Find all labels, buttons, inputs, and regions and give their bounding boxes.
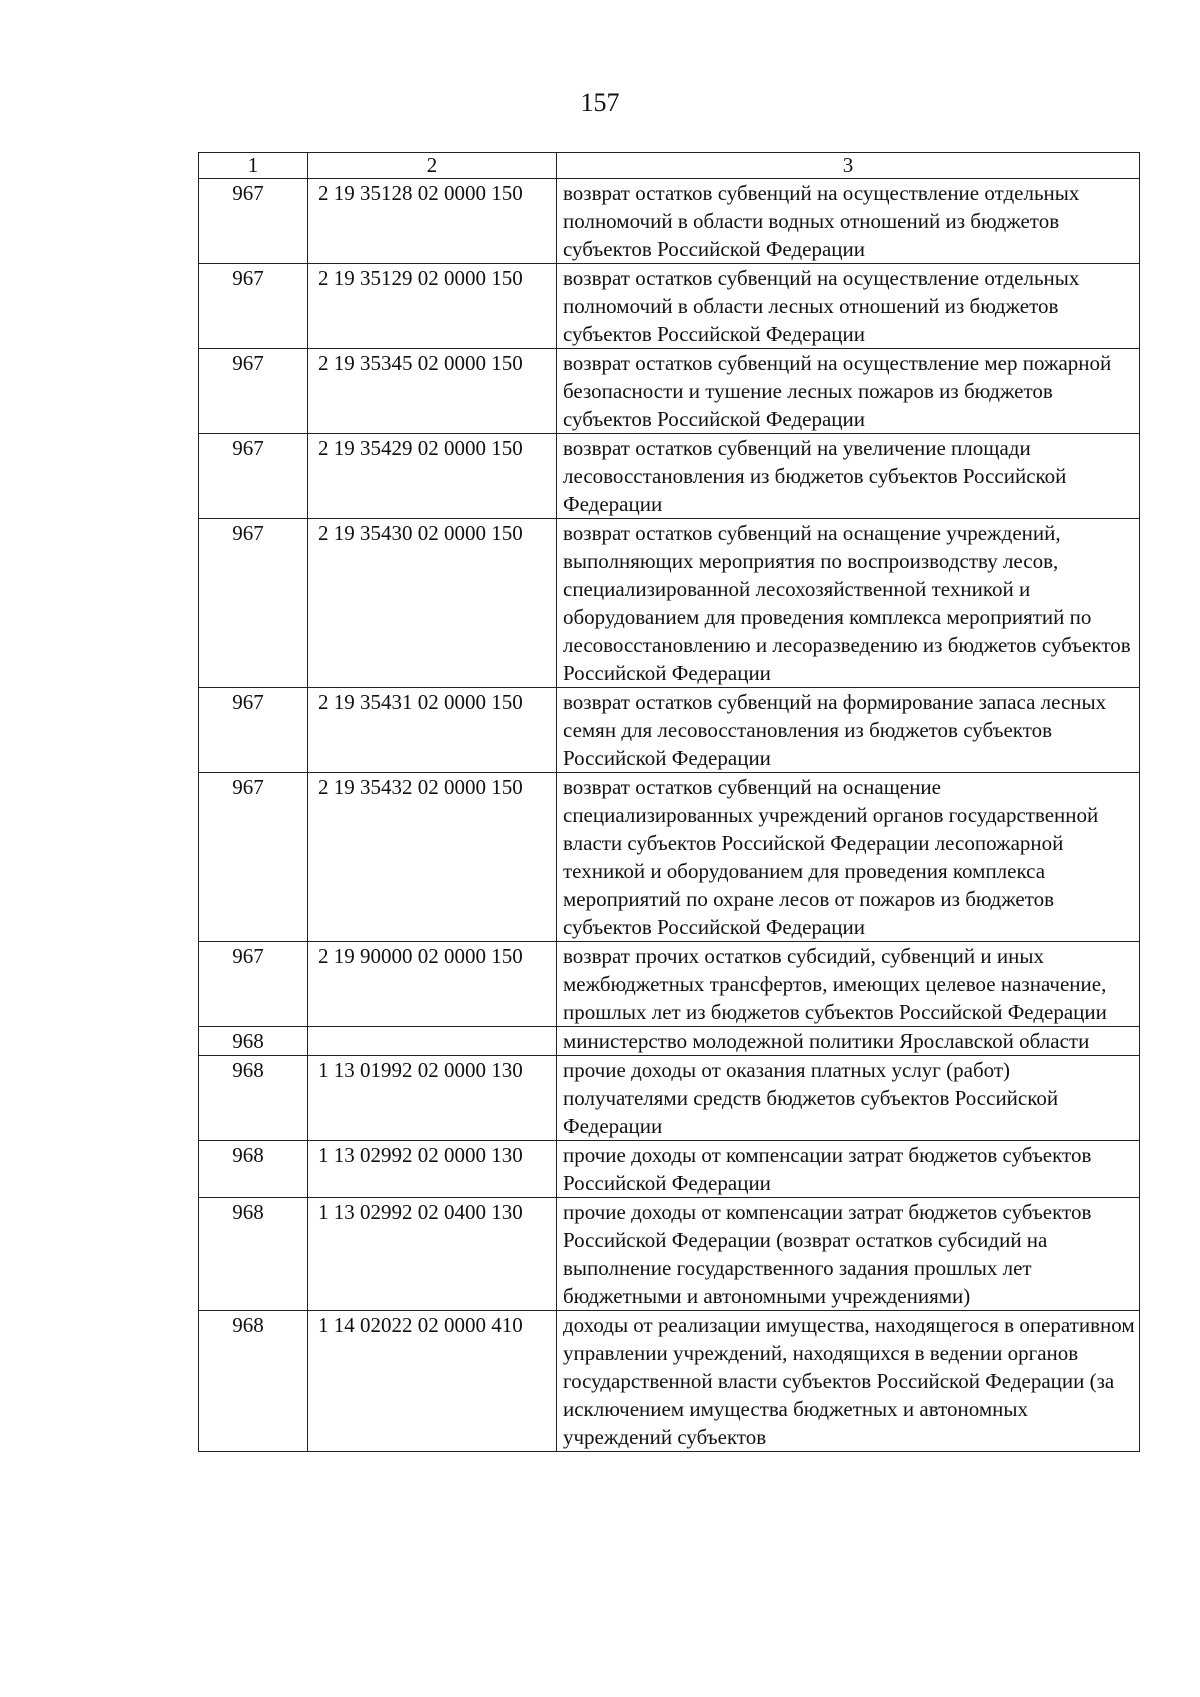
table-row xyxy=(199,1311,1140,1452)
table-header-row xyxy=(199,153,1140,179)
income-code-cell: 2 19 35128 02 0000 150 xyxy=(308,179,557,264)
table-row xyxy=(199,688,1140,773)
description-cell: возврат остатков субвенций на оснащение специализированных учреждений органов государственной власти субъектов Российской Федерации лесопожарной техникой и оборудованием для проведения комплекса мероприятий по охране лесов от пожаров из бюджетов субъектов Российской Федерации xyxy=(557,773,1140,942)
description-cell: возврат остатков субвенций на осуществление отдельных полномочий в области лесных отношений из бюджетов субъектов Российской Федерации xyxy=(557,264,1140,349)
column-header-2: 2 xyxy=(308,153,557,179)
description-cell: возврат остатков субвенций на осуществление мер пожарной безопасности и тушение лесных пожаров из бюджетов субъектов Российской Федерации xyxy=(557,349,1140,434)
income-code-cell: 1 13 01992 02 0000 130 xyxy=(308,1056,557,1141)
table-row xyxy=(199,942,1140,1027)
income-code-cell: 2 19 35429 02 0000 150 xyxy=(308,434,557,519)
income-codes-table xyxy=(198,152,1140,1452)
description-cell: доходы от реализации имущества, находящегося в оперативном управлении учреждений, находящихся в ведении органов государственной власти субъектов Российской Федерации (за исключением имущества бюджетных и автономных учреждений субъектов xyxy=(557,1311,1140,1452)
description-cell: возврат остатков субвенций на увеличение площади лесовосстановления из бюджетов субъектов Российской Федерации xyxy=(557,434,1140,519)
admin-code-cell: 967 xyxy=(199,264,308,349)
income-code-cell xyxy=(308,1027,557,1056)
table-row xyxy=(199,1056,1140,1141)
table-row xyxy=(199,773,1140,942)
income-code-cell: 1 14 02022 02 0000 410 xyxy=(308,1311,557,1452)
admin-code-cell: 968 xyxy=(199,1311,308,1452)
description-cell: прочие доходы от компенсации затрат бюджетов субъектов Российской Федерации xyxy=(557,1141,1140,1198)
income-code-cell: 2 19 35431 02 0000 150 xyxy=(308,688,557,773)
table-row xyxy=(199,264,1140,349)
table-row xyxy=(199,349,1140,434)
income-code-cell: 2 19 35430 02 0000 150 xyxy=(308,519,557,688)
table-row xyxy=(199,1027,1140,1056)
description-cell: прочие доходы от оказания платных услуг (работ) получателями средств бюджетов субъектов Российской Федерации xyxy=(557,1056,1140,1141)
income-code-cell: 2 19 35129 02 0000 150 xyxy=(308,264,557,349)
description-cell: прочие доходы от компенсации затрат бюджетов субъектов Российской Федерации (возврат остатков субсидий на выполнение государственного задания прошлых лет бюджетными и автономными учреждениями) xyxy=(557,1198,1140,1311)
admin-code-cell: 968 xyxy=(199,1056,308,1141)
income-code-cell: 1 13 02992 02 0400 130 xyxy=(308,1198,557,1311)
admin-code-cell: 968 xyxy=(199,1027,308,1056)
description-cell: министерство молодежной политики Ярославской области xyxy=(557,1027,1140,1056)
column-header-3: 3 xyxy=(557,153,1140,179)
description-cell: возврат остатков субвенций на оснащение учреждений, выполняющих мероприятия по воспроизводству лесов, специализированной лесохозяйственной техникой и оборудованием для проведения комплекса мероприятий по лесовосстановлению и лесоразведению из бюджетов субъектов Российской Федерации xyxy=(557,519,1140,688)
admin-code-cell: 967 xyxy=(199,688,308,773)
admin-code-cell: 967 xyxy=(199,942,308,1027)
admin-code-cell: 967 xyxy=(199,179,308,264)
table-row xyxy=(199,434,1140,519)
page-number: 157 xyxy=(580,88,620,117)
table-row xyxy=(199,179,1140,264)
table-row xyxy=(199,519,1140,688)
description-cell: возврат остатков субвенций на формирование запаса лесных семян для лесовосстановления из бюджетов субъектов Российской Федерации xyxy=(557,688,1140,773)
admin-code-cell: 967 xyxy=(199,434,308,519)
table-row xyxy=(199,1198,1140,1311)
admin-code-cell: 967 xyxy=(199,349,308,434)
admin-code-cell: 968 xyxy=(199,1198,308,1311)
admin-code-cell: 967 xyxy=(199,773,308,942)
income-code-cell: 2 19 90000 02 0000 150 xyxy=(308,942,557,1027)
admin-code-cell: 968 xyxy=(199,1141,308,1198)
admin-code-cell: 967 xyxy=(199,519,308,688)
income-code-cell: 2 19 35345 02 0000 150 xyxy=(308,349,557,434)
description-cell: возврат прочих остатков субсидий, субвенций и иных межбюджетных трансфертов, имеющих целевое назначение, прошлых лет из бюджетов субъектов Российской Федерации xyxy=(557,942,1140,1027)
income-code-cell: 1 13 02992 02 0000 130 xyxy=(308,1141,557,1198)
description-cell: возврат остатков субвенций на осуществление отдельных полномочий в области водных отношений из бюджетов субъектов Российской Федерации xyxy=(557,179,1140,264)
income-code-cell: 2 19 35432 02 0000 150 xyxy=(308,773,557,942)
table-row xyxy=(199,1141,1140,1198)
column-header-1: 1 xyxy=(199,153,308,179)
